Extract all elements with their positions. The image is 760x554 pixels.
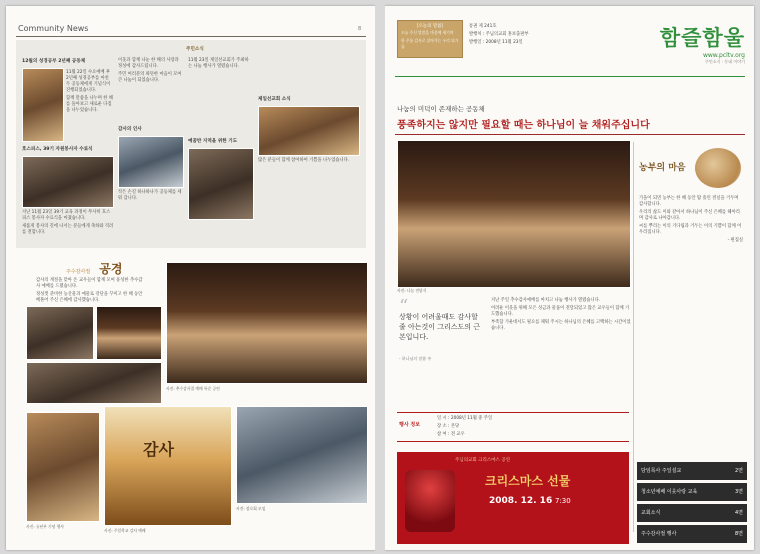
story2-text (22, 210, 114, 238)
toc-item-label: 담임목사 주일설교 (641, 468, 682, 474)
bottom-caption-b: 사진: 주일학교 감사 예배 (104, 528, 146, 533)
promo-box (397, 452, 629, 544)
toc-item-page: 4면 (734, 510, 743, 516)
col3-line: 11월 23일 제일선교회가 주최하는 나눔 행사가 열렸습니다. (188, 58, 249, 69)
sidebar-signoff: - 편집실 (727, 238, 743, 243)
toc-item-label: 주수감사절 행사 (641, 531, 677, 537)
event-info (397, 412, 629, 442)
body-line: 어려운 이웃을 위해 모은 성금과 물품이 전달되었고 많은 교우들이 함께 기도했습니다. (491, 306, 630, 317)
col2-text-2 (118, 190, 182, 204)
feature-text (36, 278, 144, 306)
col2-line: 이웃과 함께 나눈 한 해의 사랑과 정성에 감사드립니다. (118, 58, 179, 69)
issue-info (469, 24, 589, 48)
sidebar-line: 씨를 뿌리는 이의 기다림과 거두는 이의 기쁨이 함께 어우러집니다. (639, 224, 742, 235)
feature-title: 공경 (99, 262, 123, 276)
story2-caption: 호스피스, 39기 자원봉사자 수료식 (22, 147, 93, 152)
feature-kicker: 주수감사절 (66, 269, 91, 275)
col2-line: 작은 손길 하나하나가 공동체를 세워 갑니다. (118, 190, 182, 201)
feature-line: 정성껏 준비한 농산물과 예물로 강단을 꾸미고 한 해 동안 베풀어 주신 은혜에 감사했습니다. (36, 292, 143, 303)
sidebar (635, 142, 747, 392)
promo-date: 2008. 12. 16 (489, 496, 553, 506)
toc-item[interactable] (637, 483, 747, 501)
left-page (6, 6, 375, 550)
headline-rule (395, 134, 745, 135)
promo-ornament (405, 470, 455, 532)
sidebar-divider (633, 142, 634, 532)
col2-head: 감사의 인사 (118, 127, 142, 132)
article-headline: 풍족하지는 않지만 필요할 때는 하나님이 늘 채워주십니다 (397, 120, 650, 131)
sidebar-illustration (695, 148, 741, 188)
event-line: 참 여 : 전 교우 (437, 432, 465, 437)
article-photo-caption: 사진: 나눔 전달식 (397, 288, 427, 293)
story2-photo (22, 156, 114, 208)
promo-title: 크리스마스 선물 (485, 474, 571, 488)
pullquote-author: - 하나님의 말씀 中 (399, 356, 432, 361)
masthead-title: 함즐함울 (659, 26, 745, 50)
toc-item[interactable] (637, 462, 747, 480)
article-main-photo (397, 140, 631, 288)
sidebar-line: 우리의 삶도 이와 같아서 하나님이 주신 은혜를 헤아리며 감사로 나아갑니다. (639, 210, 740, 221)
story1-line: 함께 말씀을 나누며 한 해를 돌아보고 새로운 다짐을 나누었습니다. (66, 96, 113, 113)
header-rule (16, 36, 366, 37)
toc-item-page: 2면 (734, 468, 743, 474)
body-line: 지난 주일 추수감사예배를 마치고 나눔 행사가 열렸습니다. (491, 298, 601, 303)
col4-photo (258, 106, 360, 156)
toc-item-page: 8면 (734, 531, 743, 537)
info-box-label: [오늘의 말씀] (416, 24, 444, 29)
story1-photo (22, 68, 64, 142)
sidebar-title: 농부의 마음 (639, 163, 686, 173)
article-body (491, 298, 631, 334)
col3-photo (188, 148, 254, 220)
event-line: 장 소 : 본당 (437, 424, 460, 429)
header-title: Community News (18, 24, 89, 33)
body-line: 부족함 가운데서도 필요를 채워 주시는 하나님의 은혜를 고백하는 시간이었습니다. (491, 320, 631, 331)
story2-line: 새롭게 봉사의 길에 나서는 분들에게 축하와 격려를 전합니다. (22, 224, 114, 235)
article-kicker: 나눔의 미덕이 존재하는 공동체 (397, 105, 485, 113)
bottom-photo-c (236, 406, 368, 504)
spine-gap (375, 6, 385, 550)
event-text (437, 416, 627, 440)
feature-line: 감사의 계절을 맞아 온 교우들이 함께 모여 풍성한 추수감사 예배를 드렸습니다. (36, 278, 143, 289)
issue-date: 발행일 : 2008년 11월 23일 (469, 40, 523, 45)
promo-label: 주님의교회 크리스마스 공연 (455, 458, 511, 463)
bottom-banner-photo (104, 406, 232, 526)
feature-photo-c (26, 362, 162, 404)
story1-caption: 12월의 성경공부 2년째 공동체 (22, 59, 86, 64)
feature-photo-b (96, 306, 162, 360)
pullquote: 상황이 어려울때도 감사할 줄 아는것이 그리스도의 근본입니다. (399, 313, 481, 341)
page-number: 8 (358, 26, 362, 32)
pullquote-mark: “ (399, 296, 409, 317)
feature-photo-main (166, 262, 368, 384)
col2-photo (118, 136, 184, 188)
col4-line: 많은 분들이 함께 참여하여 기쁨을 나누었습니다. (258, 158, 350, 163)
publisher: 발행처 : 주님의교회 홍보출판부 (469, 32, 529, 37)
toc-item-page: 3면 (734, 489, 743, 495)
info-box-line: 한 주를 감사로 살아가는 우리 되기를 (401, 38, 459, 49)
sidebar-text (639, 196, 743, 246)
promo-time: 7:30 (555, 497, 571, 505)
col2-line: 주민 여러분의 따뜻한 마음이 모여 큰 나눔이 되었습니다. (118, 72, 182, 83)
masthead (625, 22, 745, 65)
col3-head2: 예꿈반 지역을 위한 기도 (188, 139, 238, 144)
col3-text (188, 58, 252, 72)
toc-item-label: 청소년예배 이웃사랑 교육 (641, 489, 698, 495)
section-label: 주민소식 (186, 47, 204, 52)
feature-logo (66, 258, 122, 277)
story1-text (66, 70, 114, 116)
bottom-caption-c: 사진: 장로회 모임 (236, 506, 266, 511)
right-page (385, 6, 754, 550)
toc-item[interactable] (637, 504, 747, 522)
toc-item-label: 교회소식 (641, 510, 661, 516)
toc-item[interactable] (637, 525, 747, 543)
col3-head: 제일선교회 소식 (258, 97, 291, 102)
info-box (397, 20, 463, 58)
col4-text (258, 158, 358, 166)
page-header (18, 24, 88, 33)
feature-photo-a (26, 306, 94, 360)
sidebar-line: 가을이 되면 농부는 한 해 동안 땀 흘린 결실을 거두며 감사합니다. (639, 196, 739, 207)
story2-line: 지난 11월 23일 39기 교육 과정이 무사히 호스피스 봉사자 수료식을 마쳤습니다. (22, 210, 111, 221)
bottom-photo-a (26, 412, 100, 522)
toc (637, 462, 747, 543)
masthead-rule (395, 76, 745, 77)
event-label: 행사 정보 (399, 422, 421, 428)
masthead-sub: 주민소식 : 동네 이야기 (705, 59, 745, 64)
issue-label: 통권 제 241호 (469, 24, 497, 29)
event-line: 일 시 : 2008년 11월 중 주일 (437, 416, 493, 421)
story1-line: 11월 22일 수요예배 후 2년째 성경공부를 마친 두 공동체에게 기념식이 진행되었습니다. (66, 70, 111, 93)
masthead-url: www.pcltv.org (702, 52, 745, 59)
info-box-line: 오늘 주신 말씀을 마음에 새기며 (401, 30, 454, 35)
feature-caption-a: 사진: 추수감사절 예배 특순 공연 (166, 386, 220, 391)
bottom-caption-a: 사진: 유년부 기념 행사 (26, 524, 64, 529)
bottom-banner-text: 감사 (143, 440, 174, 459)
col2-text (118, 58, 182, 86)
